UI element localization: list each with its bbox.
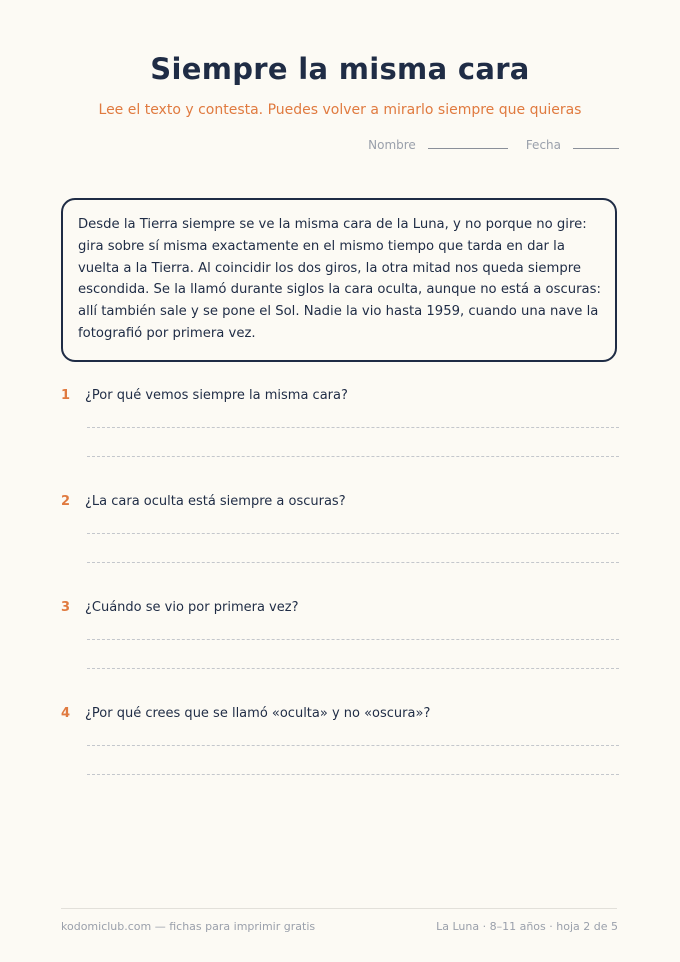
reading-passage: Desde la Tierra siempre se ve la misma cara de la Luna, y no porque no gire: gira sobre sí misma exactamente en el mismo tiempo que tarda en dar la vuelta a la Tierra. Al coincidir los dos giros, la otra mitad nos queda siempre escondida. Se la llamó durante siglos la cara oculta, aunque no está a oscuras: allí también sale y se pone el Sol. Nadie la vio hasta 1959, cuando una nave la fotografió por primera vez.	[61, 198, 617, 362]
answer-line	[87, 774, 619, 775]
page-title: Siempre la misma cara	[150, 52, 530, 86]
footer-divider	[61, 908, 617, 909]
question-3	[61, 600, 619, 620]
answer-line	[87, 427, 619, 428]
name-label: Nombre	[368, 138, 416, 152]
name-blank-line	[428, 147, 508, 149]
question-number: 2	[61, 494, 71, 509]
question-text: ¿Por qué crees que se llamó «oculta» y no «oscura»?	[85, 706, 431, 721]
question-text: ¿Por qué vemos siempre la misma cara?	[85, 388, 348, 403]
question-1	[61, 388, 619, 408]
answer-line	[87, 745, 619, 746]
answer-line	[87, 639, 619, 640]
question-number: 4	[61, 706, 71, 721]
question-2	[61, 494, 619, 514]
answer-line	[87, 562, 619, 563]
question-4	[61, 706, 619, 726]
question-number: 1	[61, 388, 71, 403]
instructions: Lee el texto y contesta. Puedes volver a mirarlo siempre que quieras	[98, 102, 582, 118]
answer-line	[87, 668, 619, 669]
question-text: ¿La cara oculta está siempre a oscuras?	[85, 494, 346, 509]
date-blank-line	[573, 147, 619, 149]
footer-site: kodomiclub.com — fichas para imprimir gratis	[61, 920, 316, 933]
question-number: 3	[61, 600, 71, 615]
date-label: Fecha	[525, 138, 561, 152]
name-date-fields	[368, 138, 619, 152]
footer-page-info: La Luna · 8–11 años · hoja 2 de 5	[436, 920, 618, 933]
answer-line	[87, 456, 619, 457]
question-text: ¿Cuándo se vio por primera vez?	[85, 600, 299, 615]
answer-line	[87, 533, 619, 534]
